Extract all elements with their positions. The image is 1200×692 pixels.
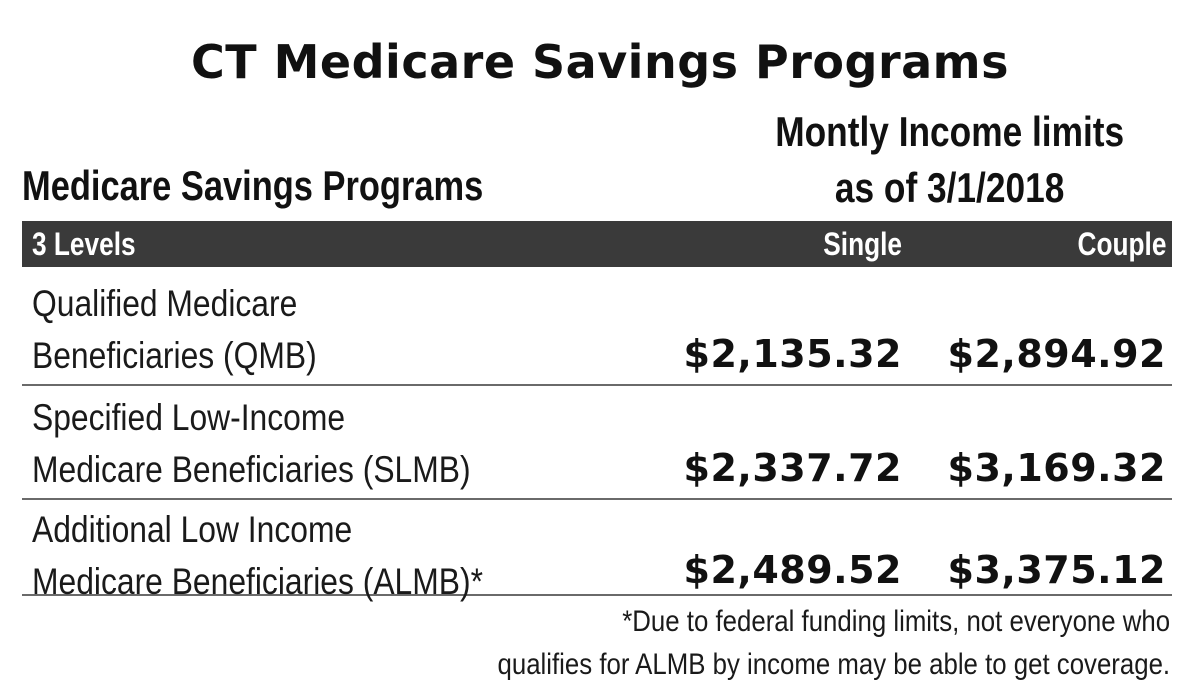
income-header-line1: Montly Income limits	[775, 108, 1125, 155]
table-row	[22, 498, 1172, 602]
footnote	[388, 600, 1170, 686]
table-row	[22, 272, 1172, 386]
program-name	[32, 392, 542, 496]
program-name-line2: Beneficiaries (QMB)	[32, 335, 317, 376]
income-header-line2: as of 3/1/2018	[835, 164, 1065, 211]
income-limits-header	[740, 104, 1160, 216]
single-limit: $2,489.52	[683, 548, 902, 592]
program-name-line2: Medicare Beneficiaries (SLMB)	[32, 449, 471, 490]
program-name-line1: Specified Low-Income	[32, 397, 346, 438]
programs-column-label-text: Medicare Savings Programs	[22, 162, 484, 209]
header-levels: 3 Levels	[32, 226, 136, 262]
footnote-line2: qualifies for ALMB by income may be able to get coverage.	[497, 648, 1170, 681]
single-limit: $2,135.32	[683, 332, 902, 376]
program-name-line2: Medicare Beneficiaries (ALMB)*	[32, 561, 483, 602]
couple-limit: $3,375.12	[947, 548, 1166, 592]
table-row	[22, 386, 1172, 500]
header-couple: Couple	[1077, 226, 1166, 262]
couple-limit: $3,169.32	[947, 446, 1166, 490]
footnote-line1: *Due to federal funding limits, not everyone who	[622, 605, 1170, 638]
programs-column-label	[22, 160, 585, 212]
couple-limit: $2,894.92	[947, 332, 1166, 376]
program-name	[32, 278, 363, 382]
header-single: Single	[823, 226, 902, 262]
table-header-bar	[22, 221, 1172, 267]
page-title: CT Medicare Savings Programs	[191, 35, 1009, 89]
program-name	[32, 504, 556, 608]
single-limit: $2,337.72	[683, 446, 902, 490]
program-name-line1: Qualified Medicare	[32, 283, 298, 324]
program-name-line1: Additional Low Income	[32, 509, 353, 550]
